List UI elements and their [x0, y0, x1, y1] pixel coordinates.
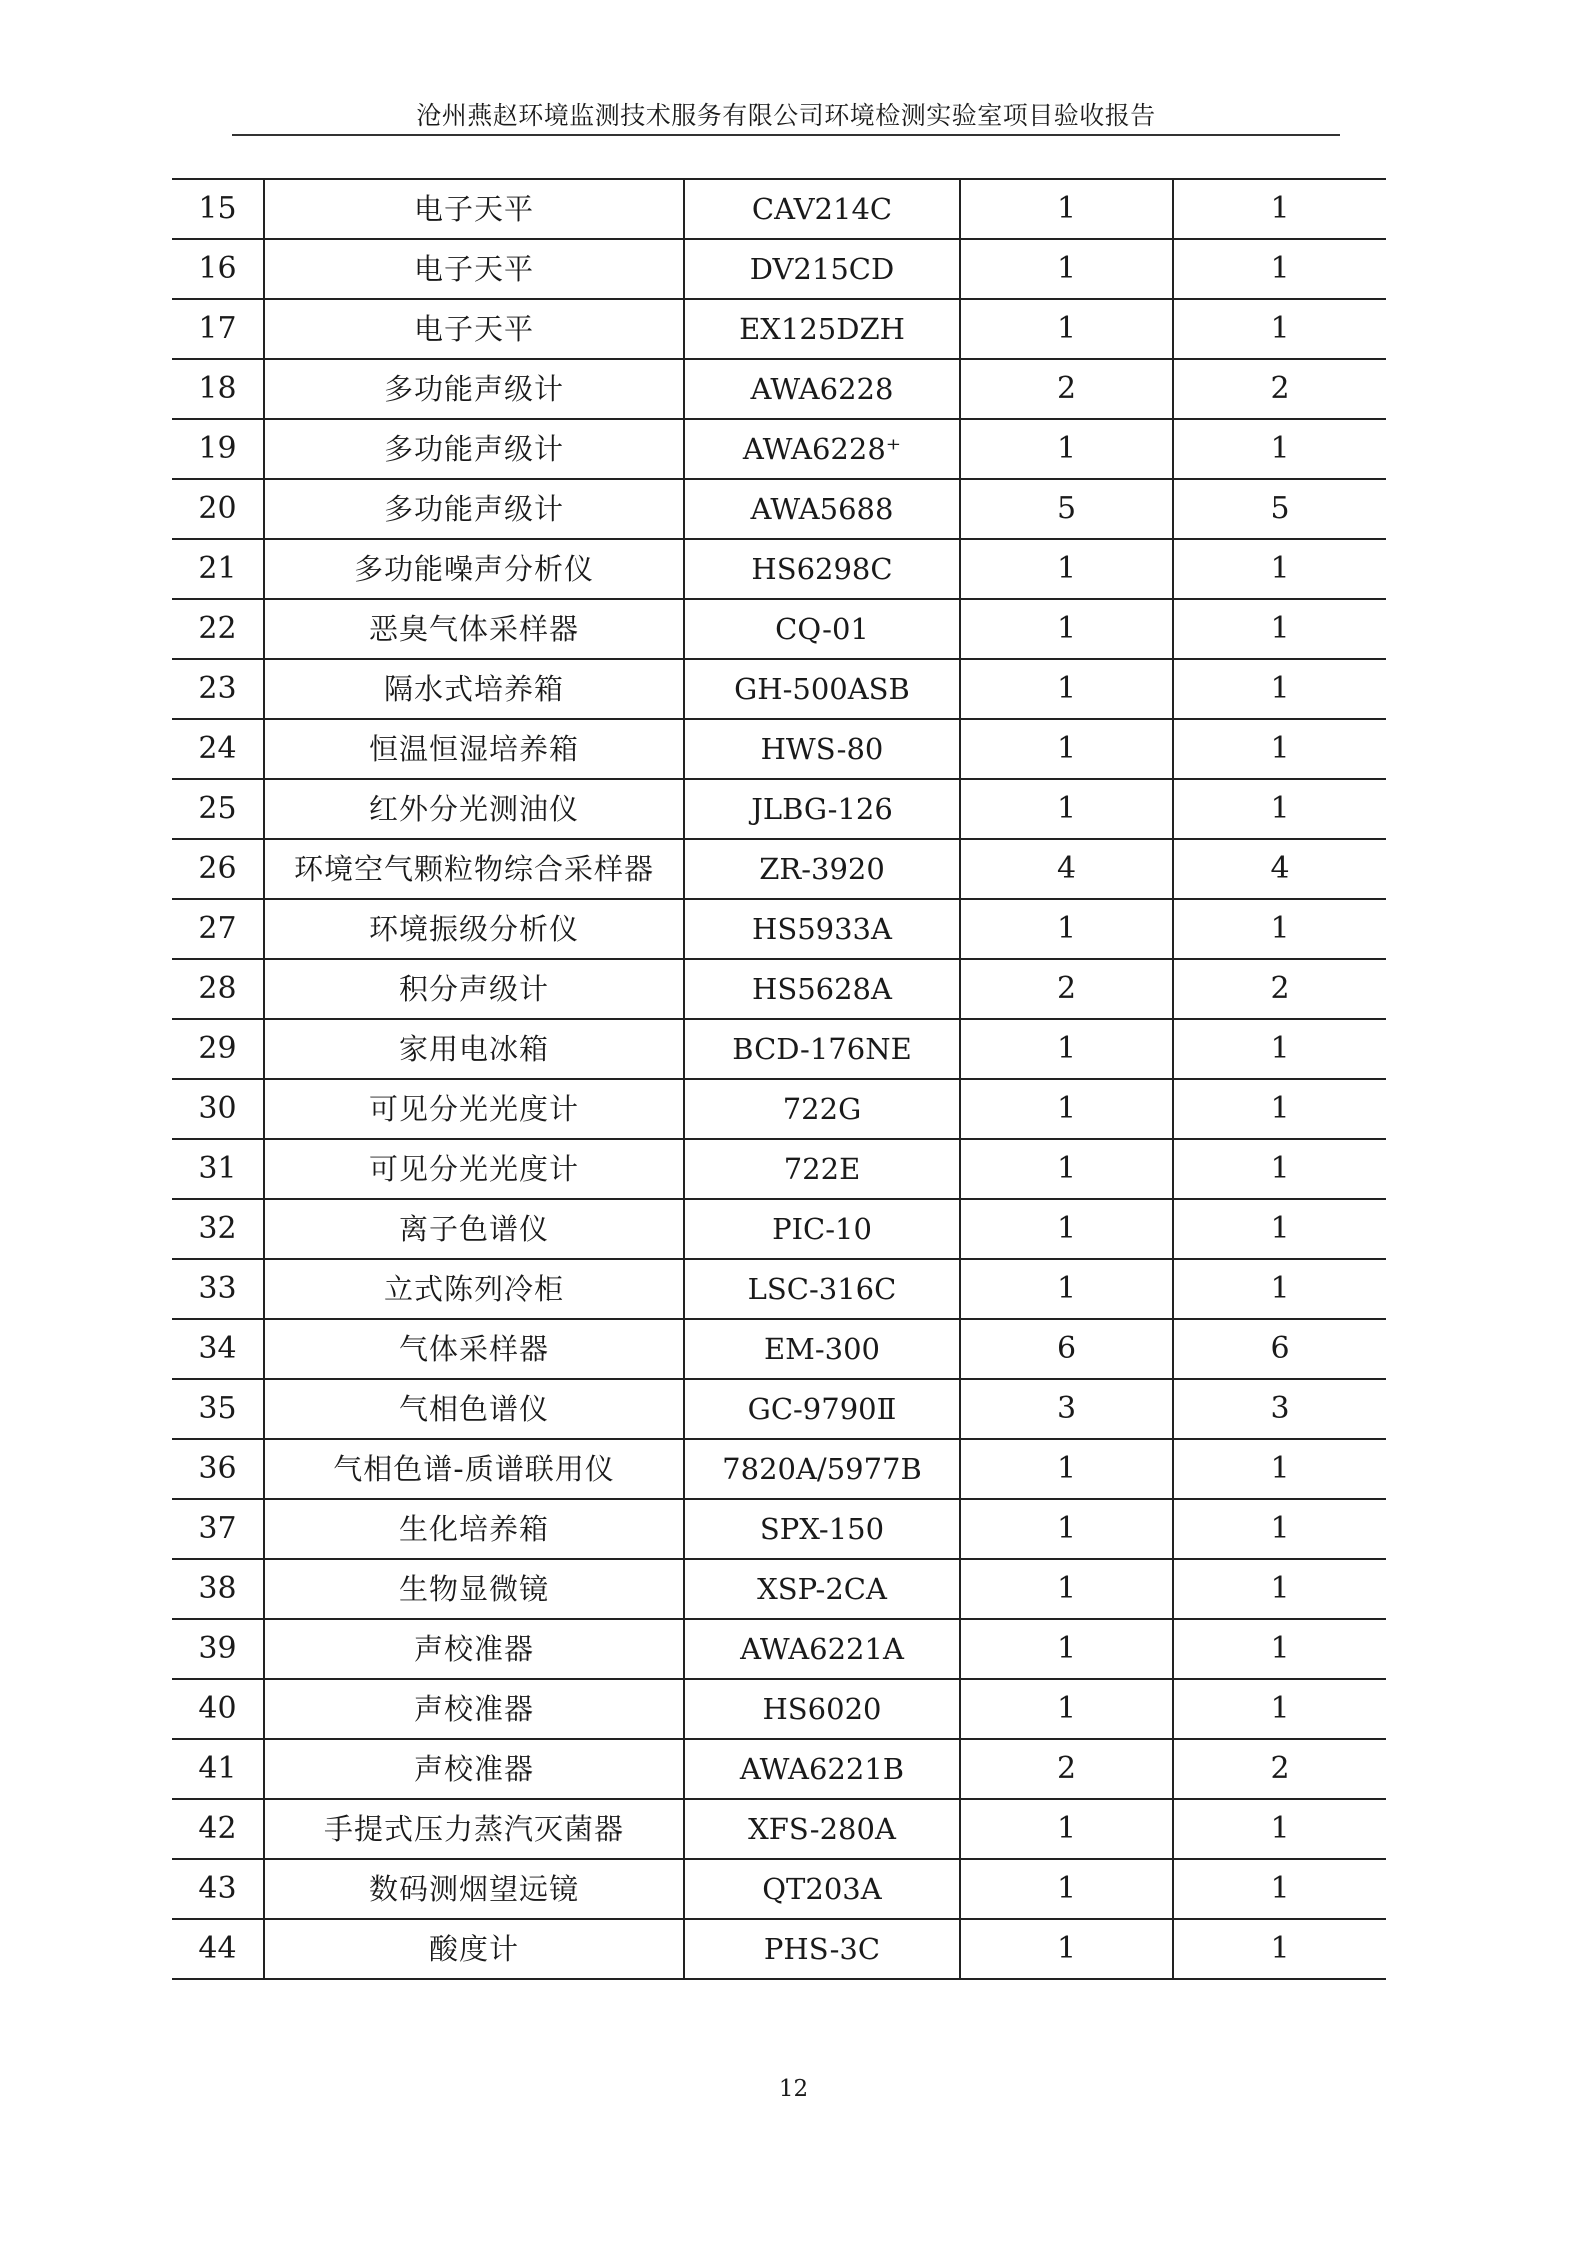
quantity-cell: 1: [960, 599, 1173, 659]
table-row: [172, 899, 1386, 959]
quantity-confirmed-cell: 1: [1173, 1139, 1386, 1199]
table-row: [172, 539, 1386, 599]
row-number-cell: 24: [172, 719, 264, 779]
quantity-cell: 1: [960, 1499, 1173, 1559]
row-number-cell: 42: [172, 1799, 264, 1859]
table-row: [172, 839, 1386, 899]
equipment-name-cell: 可见分光光度计: [264, 1139, 684, 1199]
header-divider: [232, 134, 1340, 136]
quantity-confirmed-cell: 1: [1173, 1259, 1386, 1319]
quantity-confirmed-cell: 2: [1173, 1739, 1386, 1799]
quantity-confirmed-cell: 1: [1173, 1619, 1386, 1679]
table-row: [172, 1079, 1386, 1139]
table-row: [172, 1859, 1386, 1919]
equipment-name-cell: 恶臭气体采样器: [264, 599, 684, 659]
table-row: [172, 1739, 1386, 1799]
model-cell: EM-300: [684, 1319, 960, 1379]
quantity-confirmed-cell: 1: [1173, 1859, 1386, 1919]
model-cell: AWA5688: [684, 479, 960, 539]
model-cell: 722G: [684, 1079, 960, 1139]
table-row: [172, 419, 1386, 479]
quantity-confirmed-cell: 1: [1173, 599, 1386, 659]
quantity-confirmed-cell: 1: [1173, 719, 1386, 779]
model-cell: AWA6228: [684, 359, 960, 419]
equipment-name-cell: 立式陈列冷柜: [264, 1259, 684, 1319]
table-row: [172, 1919, 1386, 1979]
quantity-cell: 1: [960, 1619, 1173, 1679]
quantity-cell: 1: [960, 1679, 1173, 1739]
row-number-cell: 19: [172, 419, 264, 479]
table-row: [172, 239, 1386, 299]
model-cell: DV215CD: [684, 239, 960, 299]
table-row: [172, 359, 1386, 419]
table-row: [172, 1319, 1386, 1379]
row-number-cell: 21: [172, 539, 264, 599]
quantity-cell: 1: [960, 1559, 1173, 1619]
row-number-cell: 25: [172, 779, 264, 839]
equipment-name-cell: 生化培养箱: [264, 1499, 684, 1559]
quantity-cell: 5: [960, 479, 1173, 539]
row-number-cell: 30: [172, 1079, 264, 1139]
table-row: [172, 299, 1386, 359]
equipment-name-cell: 气体采样器: [264, 1319, 684, 1379]
row-number-cell: 44: [172, 1919, 264, 1979]
quantity-confirmed-cell: 1: [1173, 1799, 1386, 1859]
equipment-name-cell: 电子天平: [264, 299, 684, 359]
quantity-cell: 1: [960, 239, 1173, 299]
quantity-confirmed-cell: 2: [1173, 359, 1386, 419]
equipment-name-cell: 多功能声级计: [264, 359, 684, 419]
model-cell: 722E: [684, 1139, 960, 1199]
quantity-cell: 1: [960, 1079, 1173, 1139]
quantity-cell: 1: [960, 779, 1173, 839]
table-row: [172, 1799, 1386, 1859]
model-cell: CAV214C: [684, 179, 960, 239]
model-cell: XFS-280A: [684, 1799, 960, 1859]
quantity-cell: 2: [960, 359, 1173, 419]
quantity-confirmed-cell: 1: [1173, 179, 1386, 239]
model-cell: LSC-316C: [684, 1259, 960, 1319]
table-row: [172, 959, 1386, 1019]
table-row: [172, 779, 1386, 839]
equipment-name-cell: 环境空气颗粒物综合采样器: [264, 839, 684, 899]
model-cell: HWS-80: [684, 719, 960, 779]
table-row: [172, 1199, 1386, 1259]
row-number-cell: 35: [172, 1379, 264, 1439]
row-number-cell: 18: [172, 359, 264, 419]
quantity-cell: 1: [960, 539, 1173, 599]
model-cell: AWA6221A: [684, 1619, 960, 1679]
quantity-confirmed-cell: 1: [1173, 1439, 1386, 1499]
model-cell: QT203A: [684, 1859, 960, 1919]
table-row: [172, 1559, 1386, 1619]
equipment-name-cell: 可见分光光度计: [264, 1079, 684, 1139]
quantity-confirmed-cell: 1: [1173, 539, 1386, 599]
table-row: [172, 1259, 1386, 1319]
quantity-cell: 1: [960, 419, 1173, 479]
quantity-confirmed-cell: 1: [1173, 1019, 1386, 1079]
table-row: [172, 719, 1386, 779]
quantity-confirmed-cell: 1: [1173, 899, 1386, 959]
row-number-cell: 33: [172, 1259, 264, 1319]
table-row: [172, 1679, 1386, 1739]
row-number-cell: 39: [172, 1619, 264, 1679]
quantity-confirmed-cell: 3: [1173, 1379, 1386, 1439]
quantity-confirmed-cell: 1: [1173, 1919, 1386, 1979]
equipment-name-cell: 数码测烟望远镜: [264, 1859, 684, 1919]
quantity-cell: 1: [960, 1439, 1173, 1499]
equipment-name-cell: 离子色谱仪: [264, 1199, 684, 1259]
model-cell: PHS-3C: [684, 1919, 960, 1979]
table-row: [172, 1499, 1386, 1559]
equipment-name-cell: 恒温恒湿培养箱: [264, 719, 684, 779]
row-number-cell: 31: [172, 1139, 264, 1199]
quantity-cell: 1: [960, 659, 1173, 719]
model-cell: 7820A/5977B: [684, 1439, 960, 1499]
equipment-name-cell: 多功能声级计: [264, 419, 684, 479]
page-header-title: 沧州燕赵环境监测技术服务有限公司环境检测实验室项目验收报告: [416, 101, 1156, 130]
model-cell: CQ-01: [684, 599, 960, 659]
equipment-name-cell: 声校准器: [264, 1619, 684, 1679]
model-cell: GH-500ASB: [684, 659, 960, 719]
equipment-name-cell: 酸度计: [264, 1919, 684, 1979]
model-cell: SPX-150: [684, 1499, 960, 1559]
model-cell: PIC-10: [684, 1199, 960, 1259]
page-number: 12: [778, 2076, 809, 2102]
row-number-cell: 38: [172, 1559, 264, 1619]
quantity-cell: 1: [960, 1919, 1173, 1979]
row-number-cell: 32: [172, 1199, 264, 1259]
table-row: [172, 179, 1386, 239]
quantity-confirmed-cell: 1: [1173, 659, 1386, 719]
row-number-cell: 15: [172, 179, 264, 239]
quantity-confirmed-cell: 1: [1173, 1559, 1386, 1619]
quantity-cell: 2: [960, 1739, 1173, 1799]
table-row: [172, 479, 1386, 539]
table-row: [172, 1379, 1386, 1439]
model-cell: HS5628A: [684, 959, 960, 1019]
quantity-confirmed-cell: 1: [1173, 1079, 1386, 1139]
row-number-cell: 26: [172, 839, 264, 899]
quantity-confirmed-cell: 1: [1173, 1499, 1386, 1559]
quantity-cell: 1: [960, 1139, 1173, 1199]
row-number-cell: 41: [172, 1739, 264, 1799]
table-row: [172, 1439, 1386, 1499]
row-number-cell: 20: [172, 479, 264, 539]
row-number-cell: 37: [172, 1499, 264, 1559]
row-number-cell: 23: [172, 659, 264, 719]
row-number-cell: 22: [172, 599, 264, 659]
model-cell: HS6298C: [684, 539, 960, 599]
model-cell: XSP-2CA: [684, 1559, 960, 1619]
quantity-cell: 1: [960, 719, 1173, 779]
equipment-name-cell: 气相色谱-质谱联用仪: [264, 1439, 684, 1499]
model-cell: AWA6228⁺: [684, 419, 960, 479]
quantity-cell: 1: [960, 1019, 1173, 1079]
quantity-cell: 4: [960, 839, 1173, 899]
row-number-cell: 27: [172, 899, 264, 959]
model-cell: AWA6221B: [684, 1739, 960, 1799]
equipment-name-cell: 多功能声级计: [264, 479, 684, 539]
quantity-cell: 1: [960, 899, 1173, 959]
model-cell: BCD-176NE: [684, 1019, 960, 1079]
quantity-confirmed-cell: 4: [1173, 839, 1386, 899]
model-cell: JLBG-126: [684, 779, 960, 839]
row-number-cell: 17: [172, 299, 264, 359]
row-number-cell: 16: [172, 239, 264, 299]
equipment-name-cell: 积分声级计: [264, 959, 684, 1019]
quantity-cell: 1: [960, 179, 1173, 239]
quantity-confirmed-cell: 1: [1173, 1679, 1386, 1739]
model-cell: EX125DZH: [684, 299, 960, 359]
model-cell: ZR-3920: [684, 839, 960, 899]
quantity-cell: 1: [960, 1859, 1173, 1919]
equipment-name-cell: 多功能噪声分析仪: [264, 539, 684, 599]
row-number-cell: 43: [172, 1859, 264, 1919]
equipment-name-cell: 电子天平: [264, 179, 684, 239]
quantity-confirmed-cell: 1: [1173, 779, 1386, 839]
equipment-name-cell: 声校准器: [264, 1739, 684, 1799]
quantity-cell: 1: [960, 1199, 1173, 1259]
row-number-cell: 28: [172, 959, 264, 1019]
table-row: [172, 599, 1386, 659]
quantity-cell: 6: [960, 1319, 1173, 1379]
row-number-cell: 36: [172, 1439, 264, 1499]
quantity-cell: 1: [960, 1259, 1173, 1319]
quantity-confirmed-cell: 1: [1173, 419, 1386, 479]
quantity-cell: 3: [960, 1379, 1173, 1439]
model-cell: HS6020: [684, 1679, 960, 1739]
row-number-cell: 29: [172, 1019, 264, 1079]
quantity-cell: 1: [960, 1799, 1173, 1859]
equipment-name-cell: 环境振级分析仪: [264, 899, 684, 959]
equipment-name-cell: 电子天平: [264, 239, 684, 299]
equipment-table: [172, 178, 1386, 1980]
quantity-confirmed-cell: 6: [1173, 1319, 1386, 1379]
table-row: [172, 659, 1386, 719]
equipment-name-cell: 红外分光测油仪: [264, 779, 684, 839]
quantity-confirmed-cell: 1: [1173, 299, 1386, 359]
table-row: [172, 1619, 1386, 1679]
equipment-name-cell: 手提式压力蒸汽灭菌器: [264, 1799, 684, 1859]
equipment-name-cell: 家用电冰箱: [264, 1019, 684, 1079]
row-number-cell: 40: [172, 1679, 264, 1739]
equipment-table-body: [172, 179, 1386, 1979]
quantity-confirmed-cell: 1: [1173, 1199, 1386, 1259]
equipment-name-cell: 气相色谱仪: [264, 1379, 684, 1439]
quantity-confirmed-cell: 2: [1173, 959, 1386, 1019]
equipment-name-cell: 隔水式培养箱: [264, 659, 684, 719]
quantity-cell: 2: [960, 959, 1173, 1019]
equipment-name-cell: 生物显微镜: [264, 1559, 684, 1619]
quantity-cell: 1: [960, 299, 1173, 359]
quantity-confirmed-cell: 5: [1173, 479, 1386, 539]
model-cell: HS5933A: [684, 899, 960, 959]
table-row: [172, 1139, 1386, 1199]
equipment-name-cell: 声校准器: [264, 1679, 684, 1739]
row-number-cell: 34: [172, 1319, 264, 1379]
model-cell: GC-9790Ⅱ: [684, 1379, 960, 1439]
quantity-confirmed-cell: 1: [1173, 239, 1386, 299]
table-row: [172, 1019, 1386, 1079]
